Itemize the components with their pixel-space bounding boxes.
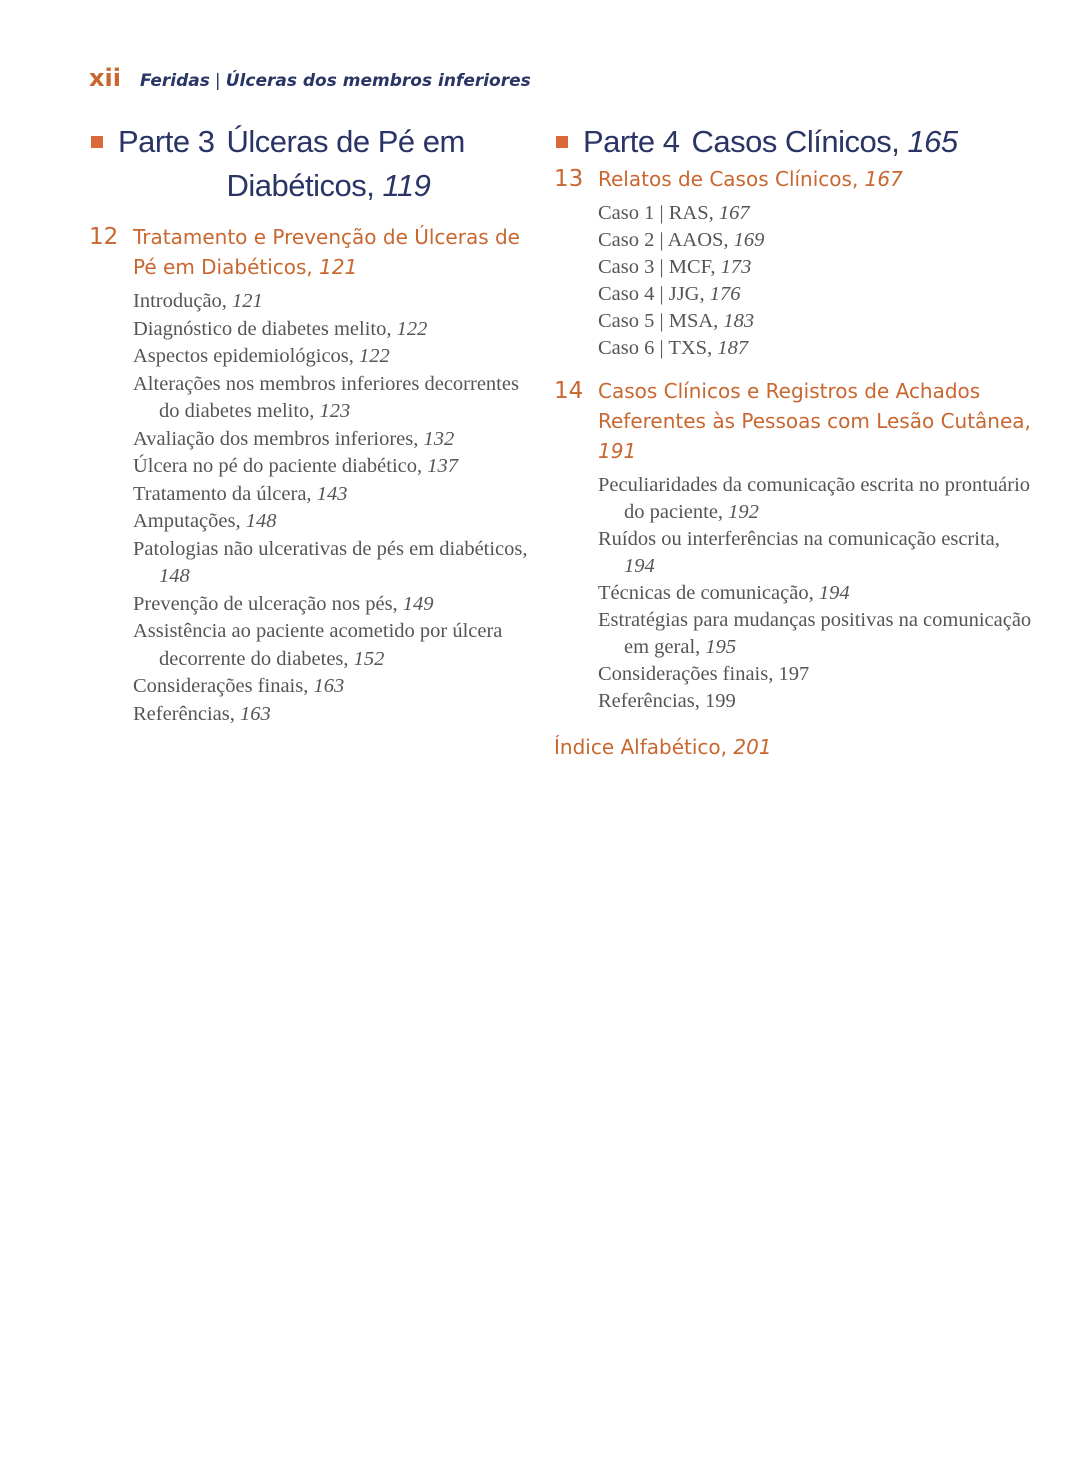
entry-text: Referências, [133, 702, 235, 725]
entry-page: 137 [427, 455, 459, 477]
book-subtitle: Úlceras dos membros inferiores [225, 71, 531, 91]
toc-entry[interactable] [598, 688, 1034, 715]
page-folio: xii [89, 64, 121, 92]
entry-page: 176 [709, 283, 741, 305]
entry-page: 121 [232, 290, 263, 312]
toc-entry[interactable] [133, 673, 529, 701]
entry-page: 132 [423, 427, 455, 450]
entry-page: 187 [717, 337, 749, 359]
entry-page: 122 [359, 345, 390, 367]
chapter-number: 14 [554, 378, 584, 404]
chapter-page: 167 [864, 167, 903, 191]
entry-text: Avaliação dos membros inferiores, [133, 427, 419, 450]
chapter-number: 13 [554, 166, 584, 192]
part-label: Parte 3 [118, 124, 215, 159]
entry-text: Patologias não ulcerativas de pés em diabéticos, [133, 537, 528, 560]
chapter-page: 191 [598, 439, 637, 463]
toc-entry[interactable] [598, 335, 1034, 362]
entry-text: Tratamento da úlcera, [133, 482, 312, 505]
index-page: 201 [733, 735, 772, 759]
entry-text: Caso 5 | MSA, [598, 310, 719, 332]
entry-text: Considerações finais, [133, 675, 309, 697]
entry-page: 122 [396, 317, 428, 340]
entry-page: 123 [319, 400, 351, 422]
toc-column-left [89, 120, 529, 728]
entry-text: Caso 3 | MCF, [598, 256, 716, 278]
entry-text: Úlcera no pé do paciente diabético, [133, 455, 423, 477]
entry-text: Diagnóstico de diabetes melito, [133, 317, 392, 340]
entry-text: Técnicas de comunicação, [598, 582, 814, 604]
book-title: Feridas [140, 71, 210, 91]
entry-text: Considerações finais, 197 [598, 663, 810, 685]
entry-text: Ruídos ou interferências na comunicação escrita, [598, 528, 1000, 550]
toc-entry[interactable] [598, 281, 1034, 308]
entry-page: 163 [240, 702, 271, 725]
entry-page: 173 [720, 256, 752, 278]
entry-page: 183 [723, 310, 755, 332]
toc-entry[interactable] [133, 618, 529, 673]
toc-entry[interactable] [133, 426, 529, 454]
chapter-title[interactable]: Tratamento e Prevenção de Úlceras de Pé em Diabéticos, 121 [133, 225, 520, 279]
entry-page: 167 [718, 202, 750, 224]
toc-entry[interactable] [598, 200, 1034, 227]
toc-entry[interactable] [133, 536, 529, 591]
entry-text: Assistência ao paciente acometido por úlcera decorrente do diabetes, [133, 620, 503, 670]
toc-entry[interactable] [133, 591, 529, 619]
toc-entry[interactable] [133, 453, 529, 481]
toc-entry[interactable] [598, 526, 1034, 580]
toc-entry[interactable] [133, 343, 529, 371]
chapter-title[interactable]: Casos Clínicos e Registros de Achados Referentes às Pessoas com Lesão Cutânea, 191 [598, 379, 1031, 463]
entry-page: 194 [624, 555, 655, 577]
chapter-14 [554, 376, 1034, 715]
toc-entry[interactable] [598, 308, 1034, 335]
part-title: Úlceras de Pé em Diabéticos, 119 [226, 124, 465, 203]
toc-entry[interactable] [133, 508, 529, 536]
toc-entry[interactable] [133, 288, 529, 316]
chapter-12 [89, 222, 529, 728]
square-bullet-icon [91, 136, 103, 148]
entry-text: Caso 4 | JJG, [598, 283, 705, 305]
entry-page: 195 [705, 636, 737, 658]
chapter-12-entries [133, 288, 529, 728]
chapter-title[interactable]: Relatos de Casos Clínicos, 167 [598, 167, 903, 191]
chapter-number: 12 [89, 224, 119, 250]
toc-column-right [554, 120, 1034, 759]
entry-page: 148 [159, 565, 190, 587]
toc-entry[interactable] [598, 580, 1034, 607]
chapter-page: 121 [319, 255, 358, 279]
index-heading[interactable]: Índice Alfabético, 201 [554, 735, 772, 759]
toc-entry[interactable] [133, 701, 529, 729]
entry-text: Amputações, [133, 510, 241, 532]
entry-text: Introdução, [133, 290, 227, 312]
chapter-14-entries [598, 472, 1034, 715]
entry-page: 149 [402, 592, 434, 615]
square-bullet-icon [556, 136, 568, 148]
entry-text: Prevenção de ulceração nos pés, [133, 592, 398, 615]
toc-entry[interactable] [598, 254, 1034, 281]
entry-page: 148 [245, 510, 277, 532]
entry-text: Caso 2 | AAOS, [598, 229, 729, 251]
part-4-heading[interactable] [554, 120, 1034, 164]
toc-entry[interactable] [598, 607, 1034, 661]
part-3-heading[interactable] [89, 120, 529, 208]
part-page: 119 [382, 168, 431, 203]
entry-page: 169 [733, 229, 765, 251]
entry-text: Caso 1 | RAS, [598, 202, 714, 224]
part-page: 165 [907, 124, 958, 159]
toc-entry[interactable] [133, 481, 529, 509]
entry-text: Referências, 199 [598, 690, 736, 712]
toc-entry[interactable] [598, 661, 1034, 688]
part-label: Parte 4 [583, 124, 680, 159]
header-separator: | [214, 71, 221, 91]
part-title: Casos Clínicos, 165 [691, 124, 958, 159]
entry-text: Peculiaridades da comunicação escrita no prontuário do paciente, [598, 474, 1031, 523]
entry-text: Estratégias para mudanças positivas na comunicação em geral, [598, 609, 1032, 658]
entry-text: Aspectos epidemiológicos, [133, 345, 354, 367]
entry-page: 192 [728, 501, 759, 523]
entry-text: Alterações nos membros inferiores decorrentes do diabetes melito, [133, 372, 519, 422]
entry-page: 194 [818, 582, 850, 604]
chapter-13-entries [598, 200, 1034, 362]
toc-entry[interactable] [133, 371, 529, 426]
running-header [89, 64, 531, 92]
entry-page: 163 [313, 675, 345, 697]
entry-page: 143 [316, 482, 348, 505]
chapter-13 [554, 164, 1034, 362]
toc-entry[interactable] [598, 227, 1034, 254]
entry-page: 152 [353, 647, 385, 670]
toc-entry[interactable] [133, 316, 529, 344]
entry-text: Caso 6 | TXS, [598, 337, 713, 359]
toc-entry[interactable] [598, 472, 1034, 526]
